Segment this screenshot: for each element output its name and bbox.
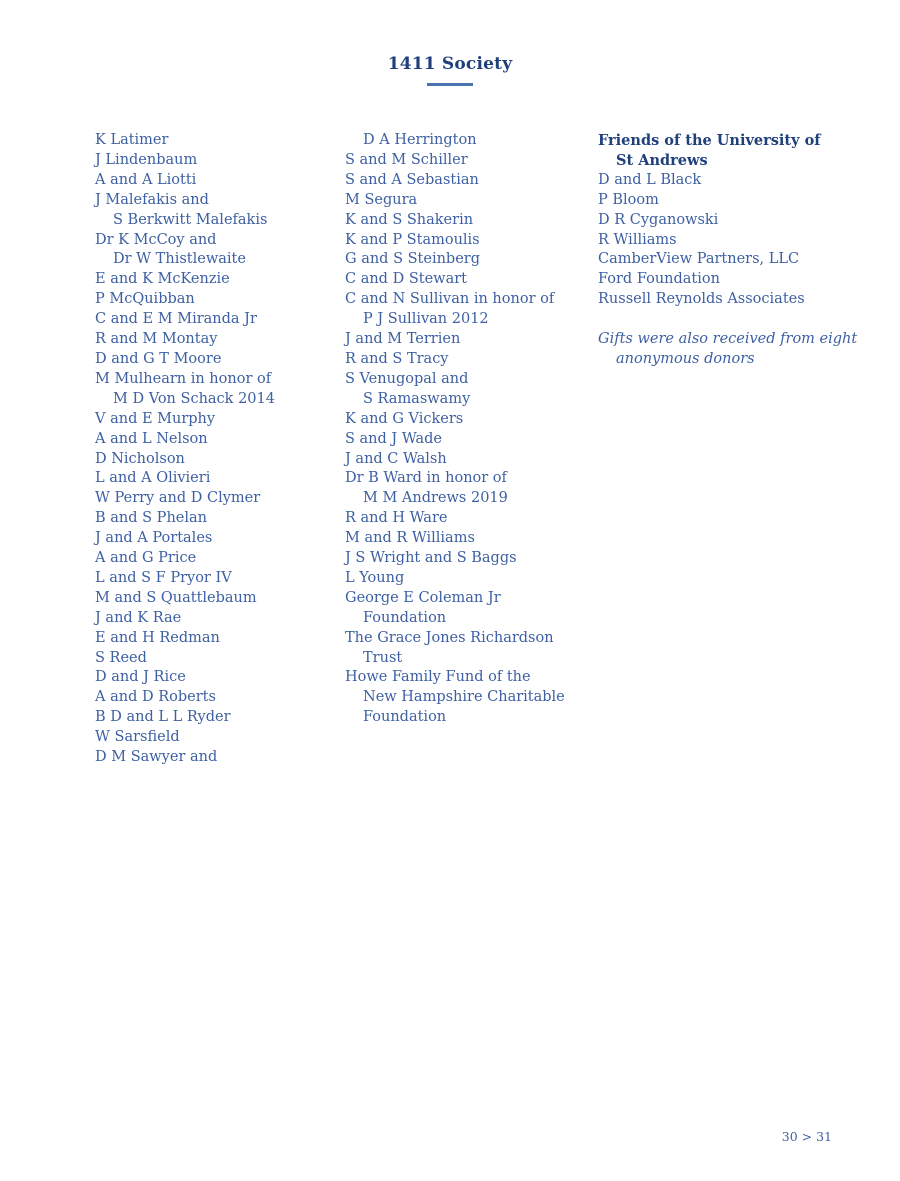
donor-line: E and H Redman bbox=[95, 629, 220, 646]
donor-line: W Perry and D Clymer bbox=[95, 490, 261, 507]
donor-line: Foundation bbox=[363, 609, 447, 626]
donor-line: D Nicholson bbox=[95, 450, 185, 467]
donor-line: The Grace Jones Richardson bbox=[345, 629, 554, 646]
donor-line: Trust bbox=[363, 649, 403, 666]
donor-line: St Andrews bbox=[616, 151, 708, 169]
page-footer bbox=[782, 1129, 832, 1144]
donor-line: J Lindenbaum bbox=[95, 151, 198, 168]
page-header bbox=[0, 54, 900, 86]
donor-line: Dr W Thistlewaite bbox=[113, 251, 246, 268]
donor-line: C and D Stewart bbox=[345, 271, 467, 288]
donor-line: M and S Quattlebaum bbox=[95, 589, 257, 606]
donor-line: Ford Foundation bbox=[598, 271, 720, 288]
donor-line: A and L Nelson bbox=[95, 430, 208, 447]
donor-line: C and E M Miranda Jr bbox=[95, 311, 257, 328]
donor-line: S Berkwitt Malefakis bbox=[113, 211, 268, 228]
donor-line: J and C Walsh bbox=[345, 450, 447, 467]
donor-line: J Malefakis and bbox=[95, 191, 209, 208]
donor-line: S Ramaswamy bbox=[363, 390, 471, 407]
donor-line: Gifts were also received from eight bbox=[598, 331, 858, 348]
donor-column-3 bbox=[598, 131, 860, 370]
donor-line: D and G T Moore bbox=[95, 350, 222, 367]
page-number: 30 > 31 bbox=[781, 1129, 832, 1144]
donor-line: Dr B Ward in honor of bbox=[345, 470, 507, 487]
donor-line: L Young bbox=[345, 569, 405, 586]
blank-line bbox=[598, 310, 860, 330]
donor-line: D A Herrington bbox=[363, 132, 477, 148]
donor-line: J and A Portales bbox=[95, 530, 213, 547]
donor-line: R Williams bbox=[598, 231, 677, 248]
donor-line: J and K Rae bbox=[95, 609, 182, 626]
title-rule bbox=[427, 83, 473, 86]
donor-line: New Hampshire Charitable bbox=[363, 689, 565, 706]
donor-line: G and S Steinberg bbox=[345, 251, 481, 268]
donor-line: S and A Sebastian bbox=[345, 171, 479, 188]
donor-line: S Reed bbox=[95, 649, 147, 666]
donor-line: A and D Roberts bbox=[95, 689, 216, 706]
donor-line: CamberView Partners, LLC bbox=[598, 251, 800, 268]
donor-line: M M Andrews 2019 bbox=[363, 490, 508, 507]
donor-line: George E Coleman Jr bbox=[345, 589, 501, 606]
donor-line: L and S F Pryor IV bbox=[95, 569, 232, 586]
donor-column-1 bbox=[95, 131, 345, 768]
donor-line: A and G Price bbox=[95, 550, 197, 567]
donor-line: S Venugopal and bbox=[345, 370, 469, 387]
donor-line: C and N Sullivan in honor of bbox=[345, 291, 555, 308]
donor-line: L and A Olivieri bbox=[95, 470, 211, 487]
donor-line: Dr K McCoy and bbox=[95, 231, 217, 248]
donor-line: E and K McKenzie bbox=[95, 271, 230, 288]
donor-line: V and E Murphy bbox=[95, 410, 216, 427]
donor-line: J S Wright and S Baggs bbox=[345, 550, 517, 567]
donor-column-2 bbox=[345, 131, 598, 728]
donor-line: M D Von Schack 2014 bbox=[113, 390, 275, 407]
donor-line: K and G Vickers bbox=[345, 410, 464, 427]
page-title: 1411 Society bbox=[387, 54, 513, 74]
donor-line: M Mulhearn in honor of bbox=[95, 370, 272, 387]
donor-line: D and J Rice bbox=[95, 669, 186, 686]
donor-line: W Sarsfield bbox=[95, 729, 180, 746]
donor-line: R and M Montay bbox=[95, 331, 218, 348]
donor-line: Russell Reynolds Associates bbox=[598, 291, 805, 308]
donor-line: anonymous donors bbox=[616, 350, 755, 367]
donor-line: K and S Shakerin bbox=[345, 211, 474, 228]
donor-line: R and H Ware bbox=[345, 510, 448, 527]
donor-line: B D and L L Ryder bbox=[95, 709, 231, 726]
donor-line: P J Sullivan 2012 bbox=[363, 311, 489, 328]
donor-line: K Latimer bbox=[95, 132, 169, 148]
donor-line: Foundation bbox=[363, 709, 447, 726]
donor-line: R and S Tracy bbox=[345, 350, 449, 367]
donor-line: J and M Terrien bbox=[345, 331, 461, 348]
donor-line: P Bloom bbox=[598, 191, 659, 208]
donor-line: S and J Wade bbox=[345, 430, 442, 447]
donor-line: P McQuibban bbox=[95, 291, 195, 308]
donor-line: K and P Stamoulis bbox=[345, 231, 480, 248]
donor-line: A and A Liotti bbox=[95, 171, 197, 188]
donor-line: D R Cyganowski bbox=[598, 211, 719, 228]
donor-line: B and S Phelan bbox=[95, 510, 207, 527]
donor-line: D and L Black bbox=[598, 171, 702, 188]
donor-line: Friends of the University of bbox=[598, 132, 821, 149]
donor-line: M and R Williams bbox=[345, 530, 475, 547]
donor-line: D M Sawyer and bbox=[95, 749, 218, 766]
donor-line: Howe Family Fund of the bbox=[345, 669, 531, 686]
donor-line: S and M Schiller bbox=[345, 151, 468, 168]
donor-line: M Segura bbox=[345, 191, 418, 208]
